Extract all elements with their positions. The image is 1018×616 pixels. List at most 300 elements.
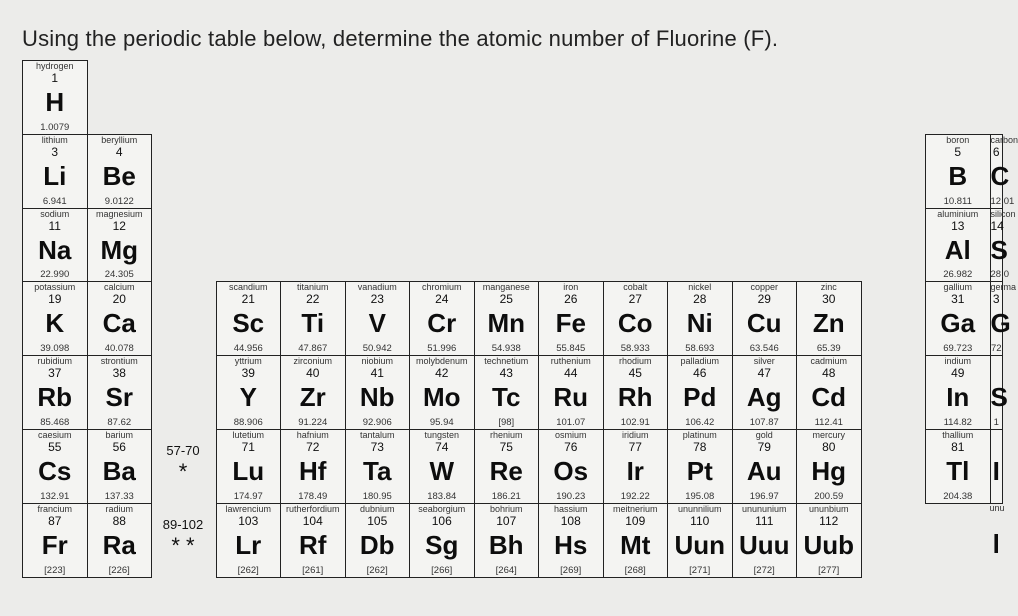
element-cell-sc-11 [216,281,282,356]
element-symbol: Ta [363,456,392,486]
element-symbol: Ni [686,308,713,339]
element-cell-al-7 [925,208,991,283]
atomic-number: 110 [690,513,710,528]
element-name: yttrium [234,356,262,367]
atomic-mass: 40.078 [104,343,134,355]
atomic-mass: 12.01 [990,195,1015,207]
element-name: germa [990,282,1017,293]
atomic-number: 37 [48,366,62,381]
element-cell-rb-23 [22,355,88,430]
atomic-mass: 112.41 [814,416,843,428]
element-symbol: Fe [555,308,586,339]
atomic-mass: 1 [993,416,999,428]
element-cell-zr-26 [280,355,346,430]
element-cell-os-44 [538,429,604,504]
atomic-mass: [269] [560,564,582,576]
atomic-number: 104 [302,513,323,528]
atomic-number: 73 [370,440,384,454]
element-cell-tl-49 [925,429,991,504]
element-cell-ru-30 [538,355,604,430]
element-symbol: Au [746,456,782,486]
element-symbol: l [992,528,1000,559]
element-cell-mg-6 [87,208,153,283]
element-cell-cr-14 [409,281,475,356]
element-cell-li-1 [22,134,88,209]
element-symbol: S [990,382,1008,413]
element-cell-lr-53 [216,503,282,578]
element-symbol: Co [617,308,653,339]
atomic-mass: 186.21 [491,490,521,502]
element-name: copper [750,282,779,293]
atomic-mass: [262] [366,564,388,576]
element-name: sodium [40,208,70,219]
atomic-mass: 54.938 [491,343,521,355]
atomic-number: 78 [693,440,707,454]
atomic-mass: 39.098 [40,343,70,355]
atomic-number: 108 [560,513,581,528]
series-asterisk-mark: * [178,459,188,484]
element-symbol: Uuu [738,529,790,560]
element-cell-ni-18 [667,281,733,356]
element-cell-h-0 [22,60,88,135]
element-name: potassium [34,282,76,293]
atomic-mass: 72 [990,343,1002,355]
element-name: silver [753,356,775,367]
element-symbol: Mg [100,234,139,265]
atomic-number: 80 [822,440,836,454]
element-symbol: Pt [686,456,713,486]
question-text: Using the periodic table below, determine the atomic number of Fluorine (F). [22,26,779,51]
element-cell-g-22 [990,281,1017,356]
element-name: gold [755,430,773,440]
series-asterisk-mark: * * [171,532,195,558]
element-name: seaborgium [418,503,466,514]
element-symbol: Bh [488,529,524,560]
element-name: titanium [296,282,329,293]
element-name: vanadium [357,282,397,293]
element-cell-ti-12 [280,281,346,356]
atomic-number: 1 [51,71,59,85]
atomic-number: 55 [48,440,62,454]
element-name: iron [563,282,579,293]
atomic-mass: 180.95 [362,490,392,502]
element-cell-cd-34 [796,355,862,430]
element-symbol: Tl [946,456,970,486]
element-name: rutherfordium [285,503,340,514]
atomic-number: 79 [757,440,771,454]
element-name: indium [944,356,971,367]
element-cell-au-47 [732,429,798,504]
atomic-mass: 178.49 [298,490,328,502]
element-name: aluminium [937,208,979,219]
element-cell-ca-10 [87,281,153,356]
element-cell-s-36 [990,355,1008,430]
atomic-mass: 200.59 [814,490,844,502]
element-name: chromium [421,282,462,293]
atomic-mass: 55.845 [556,343,586,355]
element-symbol: Cd [811,382,847,413]
atomic-mass: 24.305 [104,269,134,281]
atomic-number: 26 [564,292,578,307]
element-symbol: Hg [811,456,847,486]
atomic-number: 28 [693,292,707,307]
atomic-mass: 102.91 [620,416,650,428]
element-name: strontium [100,356,138,367]
element-name: carbon [990,134,1018,145]
element-cell-hg-48 [796,429,862,504]
element-symbol: V [368,308,386,339]
element-name: manganese [482,282,530,293]
atomic-mass: [223] [44,564,66,576]
atomic-number: 11 [48,218,61,233]
atomic-number: 25 [499,292,513,307]
element-symbol: Ag [746,382,782,413]
element-symbol: Be [102,160,136,191]
element-cell-s-8 [990,208,1016,283]
atomic-number: 3 [51,144,59,159]
element-name: iridium [621,430,649,440]
atomic-mass: [98] [498,416,515,428]
element-name: zirconium [293,356,332,367]
element-cell-uuu-61 [732,503,798,578]
element-name: unununium [741,503,787,514]
element-name: tungsten [424,430,460,440]
atomic-number: 29 [757,292,771,307]
atomic-number: 14 [990,218,1004,233]
element-name: hafnium [296,430,329,440]
element-name: mercury [812,430,845,440]
atomic-number: 103 [238,513,259,528]
atomic-mass: 44.956 [233,343,263,355]
element-cell-co-17 [603,281,669,356]
atomic-number: 30 [822,292,836,307]
element-cell-l-63 [990,503,1004,578]
element-symbol: Y [239,382,257,413]
element-name: hydrogen [35,61,74,71]
element-symbol: Mo [422,382,461,413]
element-name: bohrium [489,503,523,514]
element-name: silicon [990,208,1016,219]
atomic-mass: 85.468 [40,416,70,428]
element-name: francium [37,503,72,514]
element-name: unu [989,502,1005,513]
atomic-number: 5 [954,144,962,159]
element-symbol: Rf [299,529,327,560]
element-symbol: Ca [102,308,136,339]
element-cell-rf-54 [280,503,346,578]
element-symbol: S [990,234,1008,265]
atomic-mass: 114.82 [943,416,972,428]
element-cell-pd-32 [667,355,733,430]
element-name: cobalt [623,282,648,293]
atomic-number: 112 [819,513,839,528]
element-cell-ta-41 [345,429,411,504]
atomic-mass: 6.941 [42,195,67,207]
element-name: scandium [228,282,268,293]
series-range-label: 57-70 [166,443,200,458]
atomic-number: 21 [241,292,255,307]
element-name: thallium [942,430,974,440]
atomic-number: 19 [48,292,62,307]
element-symbol: Zn [812,308,845,339]
element-cell-fe-16 [538,281,604,356]
atomic-number: 45 [628,366,642,381]
element-cell-ba-38 [87,429,153,504]
element-name: barium [105,430,133,440]
atomic-number: 6 [992,144,1000,159]
atomic-mass: 10.811 [943,195,972,207]
element-name: niobium [361,356,394,367]
element-name: cadmium [810,356,847,367]
element-cell-sr-24 [87,355,153,430]
atomic-number: 38 [112,366,126,381]
element-cell-hf-40 [280,429,346,504]
atomic-mass: 174.97 [233,490,263,502]
element-symbol: Ga [940,308,976,339]
element-name: calcium [103,282,135,293]
atomic-number: 111 [755,513,774,528]
element-symbol: Nb [359,382,395,413]
element-name: ruthenium [550,356,591,367]
atomic-number: 106 [431,513,452,528]
atomic-mass: [262] [237,564,259,576]
element-cell-uun-60 [667,503,733,578]
atomic-number: 24 [435,292,449,307]
element-name: radium [105,503,133,514]
atomic-number: 3 [992,292,1000,307]
element-symbol: Cr [427,308,457,339]
element-cell-nb-27 [345,355,411,430]
atomic-number: 40 [306,366,320,381]
element-symbol: Lr [235,529,262,560]
atomic-mass: [264] [495,564,517,576]
element-symbol: I [992,456,1000,486]
atomic-mass: 22.990 [40,269,70,281]
atomic-mass: 65.39 [816,343,841,355]
element-symbol: Mt [620,529,651,560]
atomic-number: 20 [112,292,126,307]
element-symbol: Ru [553,382,589,413]
element-cell-k-9 [22,281,88,356]
element-symbol: Rb [37,382,73,413]
element-name: beryllium [101,134,138,145]
element-symbol: Li [43,160,67,191]
atomic-mass: [226] [108,564,130,576]
atomic-mass: 204.38 [943,490,973,502]
atomic-number: 109 [625,513,646,528]
element-symbol: Cu [746,308,782,339]
element-name: dubnium [359,503,395,514]
element-symbol: Sc [232,308,265,339]
element-cell-bh-57 [474,503,540,578]
atomic-number: 41 [370,366,384,381]
element-cell-hs-58 [538,503,604,578]
atomic-number: 27 [628,292,642,307]
element-symbol: Lu [232,456,265,486]
atomic-mass: 195.08 [685,490,715,502]
element-symbol: Mn [487,308,526,339]
element-cell-cu-19 [732,281,798,356]
atomic-mass: 1.0079 [40,121,70,133]
atomic-mass: 132.91 [40,490,70,502]
element-symbol: H [45,87,65,117]
atomic-mass: 51.996 [427,343,457,355]
atomic-number: 39 [241,366,255,381]
atomic-mass: 107.87 [749,416,779,428]
atomic-mass: 91.224 [298,416,328,428]
element-name: hassium [553,503,588,514]
atomic-mass: 183.84 [427,490,457,502]
atomic-number: 56 [112,440,126,454]
element-name: technetium [484,356,529,367]
element-symbol: Re [489,456,523,486]
element-symbol: Ba [102,456,136,486]
atomic-number: 42 [435,366,449,381]
atomic-number: 44 [564,366,578,381]
atomic-number: 48 [822,366,836,381]
element-name: gallium [943,282,972,293]
element-symbol: B [948,160,968,191]
element-cell-b-3 [925,134,991,209]
atomic-mass: 9.0122 [104,195,134,207]
element-symbol: Uub [803,529,855,560]
element-cell-v-13 [345,281,411,356]
element-cell-ir-45 [603,429,669,504]
atomic-number: 77 [628,440,642,454]
atomic-number: 43 [499,366,513,381]
atomic-number: 71 [241,440,255,454]
element-symbol: Uun [674,529,726,560]
atomic-number: 75 [499,440,513,454]
atomic-mass: [271] [689,564,711,576]
atomic-mass: [268] [624,564,646,576]
element-name: lithium [41,134,68,145]
element-name: molybdenum [415,356,468,367]
element-cell-na-5 [22,208,88,283]
series-range-label: 89-102 [162,516,204,532]
atomic-number: 88 [112,513,126,528]
element-symbol: Hf [299,456,327,486]
element-symbol: Cs [38,456,72,486]
atomic-mass: [272] [753,564,775,576]
atomic-number: 46 [693,366,707,381]
element-symbol: Os [553,456,589,486]
element-symbol: K [45,308,65,339]
atomic-mass: 63.546 [749,343,779,355]
atomic-number: 23 [370,292,384,307]
atomic-mass: 101.07 [556,416,586,428]
atomic-number: 47 [757,366,771,381]
atomic-mass: 106.42 [685,416,715,428]
element-name: osmium [554,430,587,440]
element-symbol: Na [38,234,72,265]
element-cell-zn-20 [796,281,862,356]
element-name: tantalum [359,430,395,440]
atomic-mass: 58.693 [685,343,715,355]
element-cell-re-43 [474,429,540,504]
element-cell-db-55 [345,503,411,578]
atomic-number: 31 [951,292,965,307]
element-cell-be-2 [87,134,153,209]
element-cell-ag-33 [732,355,798,430]
element-cell-tc-29 [474,355,540,430]
element-cell-mn-15 [474,281,540,356]
element-cell-y-25 [216,355,282,430]
element-symbol: Ra [102,529,136,560]
element-name: ununnilium [677,503,722,514]
atomic-number: 107 [496,513,517,528]
element-symbol: Tc [492,382,521,413]
element-cell-sg-56 [409,503,475,578]
atomic-number: 12 [112,218,126,233]
atomic-mass: 95.94 [429,416,454,428]
atomic-mass: 137.33 [104,490,134,502]
element-name: meitnerium [612,503,658,514]
atomic-mass: [266] [431,564,453,576]
element-name: magnesium [95,208,143,219]
element-cell-fr-51 [22,503,88,578]
element-cell-cs-37 [22,429,88,504]
atomic-mass: 196.97 [749,490,779,502]
atomic-mass: 88.906 [233,416,263,428]
element-name: zinc [820,282,837,293]
element-name: boron [946,134,970,145]
element-name: rhenium [489,430,523,440]
element-cell-pt-46 [667,429,733,504]
atomic-mass: [277] [818,564,840,576]
element-symbol: Zr [299,382,326,413]
atomic-number: 49 [951,366,965,381]
element-symbol: In [946,382,970,413]
element-symbol: Sr [105,382,133,413]
element-cell-ra-52 [87,503,153,578]
element-cell-c-4 [990,134,1018,209]
atomic-mass: 50.942 [362,343,392,355]
element-name: rubidium [37,356,72,367]
atomic-mass: 26.982 [943,269,973,281]
element-cell-w-42 [409,429,475,504]
atomic-number: 74 [435,440,449,454]
element-name: nickel [688,282,712,293]
element-cell-rh-31 [603,355,669,430]
atomic-number: 87 [48,513,62,528]
element-symbol: Al [944,234,971,265]
element-name: platinum [682,430,717,440]
element-symbol: Rh [617,382,653,413]
element-cell-ga-21 [925,281,991,356]
atomic-number: 76 [564,440,578,454]
atomic-number: 13 [951,218,965,233]
atomic-number: 81 [951,440,965,454]
atomic-number: 72 [306,440,320,454]
atomic-mass: 28.0 [990,269,1009,281]
element-symbol: Fr [41,529,68,560]
element-cell-i-50 [990,429,1004,504]
element-cell-uub-62 [796,503,862,578]
element-symbol: C [990,160,1010,191]
element-symbol: G [990,308,1011,339]
atomic-mass: 69.723 [943,343,973,355]
element-name: rhodium [618,356,652,367]
element-symbol: Db [359,529,395,560]
element-name: caesium [37,430,72,440]
element-name: ununbium [808,503,849,514]
atomic-number: 22 [306,292,320,307]
element-name: lutetium [232,430,264,440]
atomic-mass: [261] [302,564,324,576]
element-symbol: Pd [683,382,717,413]
atomic-number: 105 [367,513,388,528]
